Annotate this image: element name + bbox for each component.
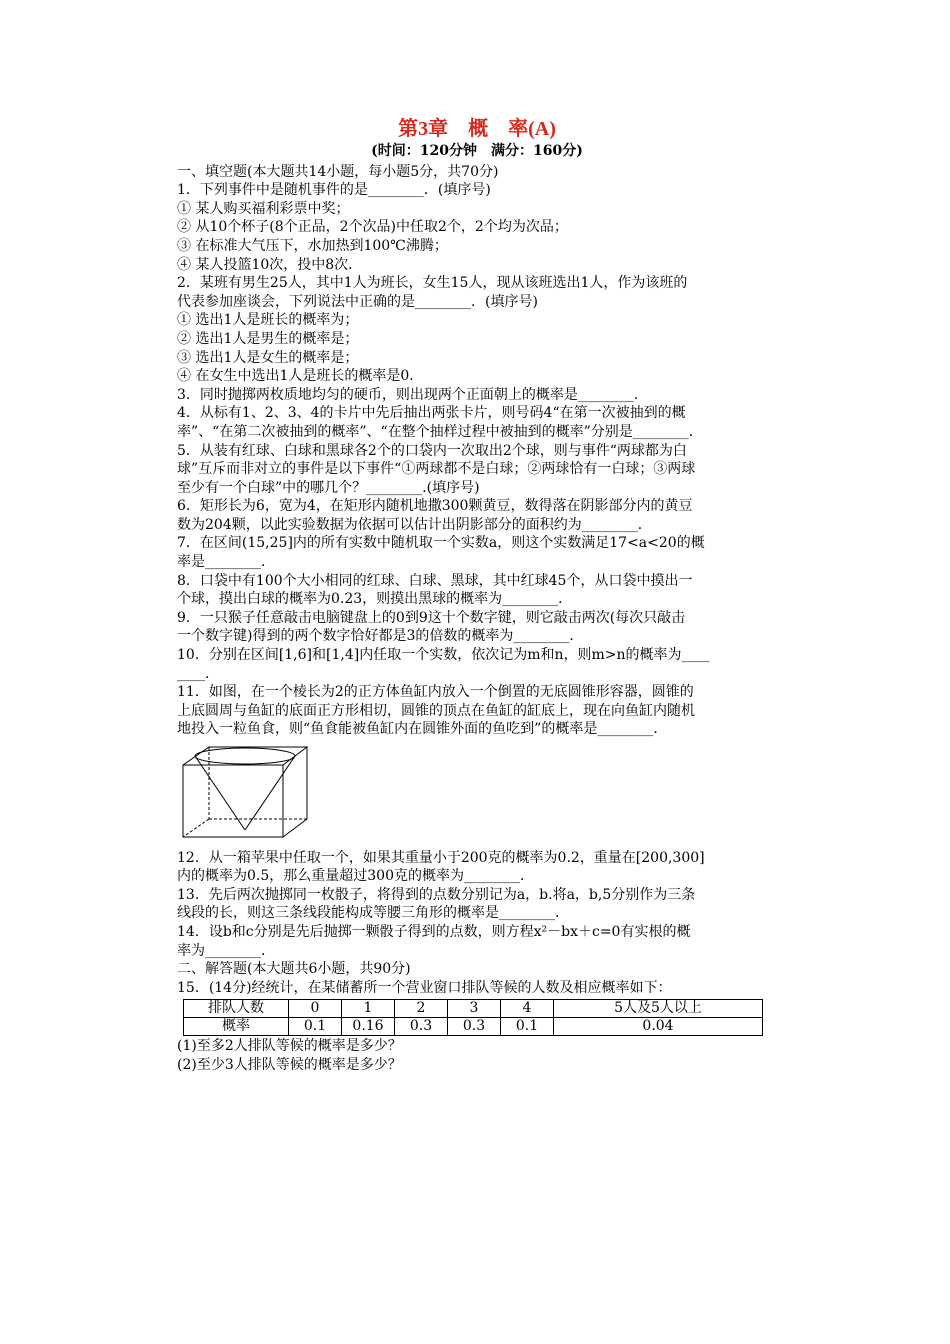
- text-line: 15．(14分)经统计，在某储蓄所一个营业窗口排队等候的人数及相应概率如下：: [177, 979, 672, 996]
- text-line: 12．从一箱苹果中任取一个，如果其重量小于200克的概率为0.2，重量在[200,300]: [177, 849, 705, 866]
- table-cell: 概率: [184, 1018, 289, 1036]
- text-line: ② 选出1人是男生的概率是；: [177, 330, 359, 347]
- exam-page: [177, 116, 777, 1075]
- text-line: 10．分别在区间[1,6]和[1,4]内任取一个实数，依次记为m和n，则m>n的概率为____: [177, 647, 710, 664]
- text-line: 7．在区间(15,25]内的所有实数中随机取一个实数a，则这个实数满足17<a<20的概: [177, 535, 705, 552]
- text-line: ____．: [177, 665, 219, 682]
- text-line: ② 从10个杯子(8个正品，2个次品)中任取2个，2个均为次品；: [177, 219, 568, 236]
- text-line: 9．一只猴子任意敲击电脑键盘上的0到9这十个数字键，则它敲击两次(每次只敲击: [177, 609, 686, 626]
- table-cell: 0.16: [342, 1018, 395, 1036]
- table-cell: 排队人数: [184, 1000, 289, 1018]
- text-line: 数为204颗，以此实验数据为依据可以估计出阴影部分的面积约为________．: [177, 516, 652, 533]
- question-block-1: [177, 163, 777, 739]
- text-line: 一、填空题(本大题共14小题，每小题5分，共70分): [177, 163, 499, 180]
- text-line: 8．口袋中有100个大小相同的红球、白球、黑球，其中红球45个，从口袋中摸出一: [177, 572, 693, 589]
- table-cell: 1: [342, 1000, 395, 1018]
- cube-front-face: [183, 765, 283, 837]
- table-cell: 2: [395, 1000, 448, 1018]
- table-cell: 0.3: [448, 1018, 501, 1036]
- table-cell: 5人及5人以上: [554, 1000, 763, 1018]
- text-line: 至少有一个白球”中的哪几个？________.(填序号): [177, 479, 480, 496]
- cube-top-face: [183, 747, 307, 765]
- page-title: 第3章 概 率(A): [398, 118, 556, 140]
- cube-cone-figure: [181, 745, 777, 847]
- text-line: ④ 某人投篮10次，投中8次．: [177, 256, 363, 273]
- exam-meta: (时间：120分钟 满分：160分): [371, 143, 583, 159]
- table-cell: 4: [501, 1000, 554, 1018]
- text-line: 上底圆周与鱼缸的底面正方形相切，圆锥的顶点在鱼缸的缸底上，现在向鱼缸内随机: [177, 702, 695, 719]
- text-line: 线段的长，则这三条线段能构成等腰三角形的概率是________．: [177, 905, 569, 922]
- text-line: (2)至少3人排队等候的概率是多少？: [177, 1056, 402, 1073]
- cone-top-ellipse: [195, 748, 295, 764]
- table-cell: 3: [448, 1000, 501, 1018]
- queue-probability-table: [183, 999, 763, 1036]
- text-line: 代表参加座谈会，下列说法中正确的是________．(填序号): [177, 293, 538, 310]
- text-line: 13．先后两次抛掷同一枚骰子，将得到的点数分别记为a，b.将a，b,5分别作为三条: [177, 886, 696, 903]
- text-line: 14．设b和c分别是先后抛掷一颗骰子得到的点数，则方程x²－bx＋c=0有实根的概: [177, 923, 691, 940]
- cube-hidden-side-bottom: [183, 819, 209, 837]
- text-line: 内的概率为0.5，那么重量超过300克的概率为________．: [177, 868, 534, 885]
- text-line: 3．同时抛掷两枚质地均匀的硬币，则出现两个正面朝上的概率是________．: [177, 386, 648, 403]
- table-cell: 0.04: [554, 1018, 763, 1036]
- table-header-row: [184, 1000, 763, 1018]
- text-line: 6．矩形长为6，宽为4，在矩形内随机地撒300颗黄豆，数得落在阴影部分内的黄豆: [177, 498, 693, 515]
- text-line: 二、解答题(本大题共6小题，共90分): [177, 961, 411, 978]
- text-line: ③ 在标准大气压下，水加热到100℃沸腾；: [177, 237, 448, 254]
- table-row: [184, 1018, 763, 1036]
- text-line: 球”互斥而非对立的事件是以下事件“①两球都不是白球；②两球恰有一白球；③两球: [177, 461, 696, 478]
- text-line: 5．从装有红球、白球和黑球各2个的口袋内一次取出2个球，则与事件“两球都为白: [177, 442, 687, 459]
- text-line: 率是________．: [177, 554, 275, 571]
- text-line: ① 某人购买福利彩票中奖；: [177, 200, 350, 217]
- question-block-3: [177, 1037, 777, 1074]
- text-line: 率”、“在第二次被抽到的概率”、“在整个抽样过程中被抽到的概率”分别是________．: [177, 423, 703, 440]
- text-line: 个球，摸出白球的概率为0.23，则摸出黑球的概率为________．: [177, 591, 573, 608]
- table-cell: 0.3: [395, 1018, 448, 1036]
- text-line: (1)至多2人排队等候的概率是多少？: [177, 1038, 402, 1055]
- table-cell: 0: [289, 1000, 342, 1018]
- text-line: ① 选出1人是班长的概率为；: [177, 312, 359, 329]
- question-block-2: [177, 849, 777, 998]
- text-line: 4．从标有1、2、3、4的卡片中先后抽出两张卡片，则号码4“在第一次被抽到的概: [177, 405, 686, 422]
- text-line: 1．下列事件中是随机事件的是________．(填序号): [177, 182, 491, 199]
- text-line: 率为________．: [177, 942, 275, 959]
- table-cell: 0.1: [501, 1018, 554, 1036]
- cube-cone-diagram: [181, 745, 311, 841]
- text-line: 11．如图，在一个棱长为2的正方体鱼缸内放入一个倒置的无底圆锥形容器，圆锥的: [177, 684, 694, 701]
- text-line: 地投入一粒鱼食，则“鱼食能被鱼缸内在圆锥外面的鱼吃到”的概率是________．: [177, 721, 668, 738]
- text-line: ③ 选出1人是女生的概率是；: [177, 349, 359, 366]
- table-cell: 0.1: [289, 1018, 342, 1036]
- text-line: 一个数字键)得到的两个数字恰好都是3的倍数的概率为________．: [177, 628, 584, 645]
- text-line: ④ 在女生中选出1人是班长的概率是0.: [177, 368, 414, 385]
- text-line: 2．某班有男生25人，其中1人为班长，女生15人，现从该班选出1人，作为该班的: [177, 275, 688, 292]
